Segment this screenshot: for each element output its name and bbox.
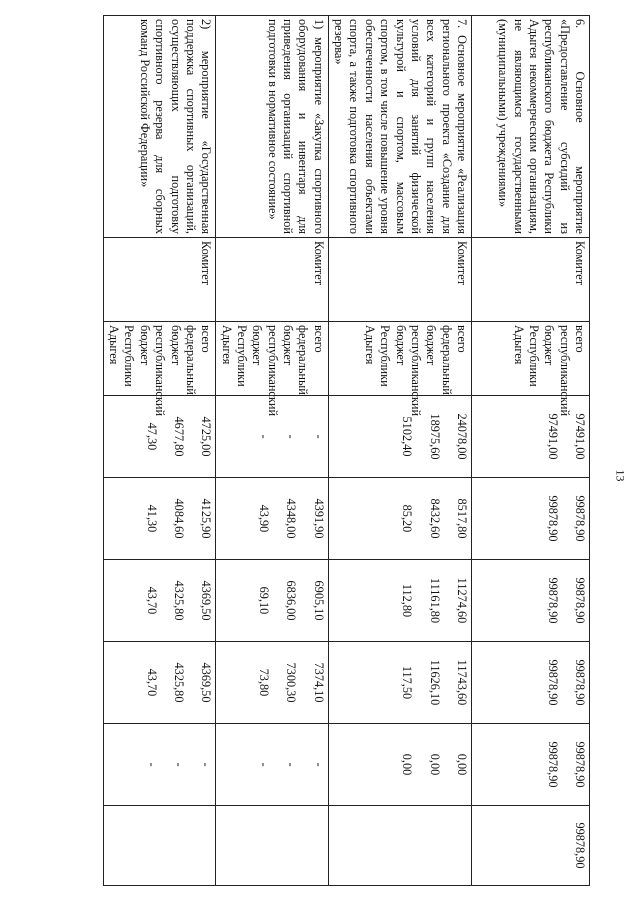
value: 8432,60 <box>427 498 442 539</box>
value: 99878,90 <box>545 495 560 542</box>
table-row <box>216 16 329 886</box>
value: 7374,10 <box>311 662 326 703</box>
value: 99878,90 <box>573 495 587 542</box>
value: - <box>257 762 272 767</box>
value-cell <box>216 724 329 806</box>
value-cell <box>103 478 216 560</box>
value-cell <box>472 396 590 478</box>
value: 18975,60 <box>427 413 442 460</box>
source-label: всего <box>455 325 469 353</box>
value-cell <box>328 478 471 560</box>
budget-table <box>103 15 590 886</box>
value: 41,30 <box>144 504 159 533</box>
value: 4125,90 <box>199 498 214 539</box>
table-row <box>472 16 590 886</box>
table-row <box>103 16 216 886</box>
value: 4348,00 <box>284 498 299 539</box>
source-cell <box>216 322 329 417</box>
value: 99878,90 <box>545 577 560 624</box>
value-cell <box>472 806 590 886</box>
value-cell <box>328 642 471 724</box>
value: 112,80 <box>400 583 415 618</box>
source-label: федеральный бюджет <box>424 325 454 395</box>
value: - <box>311 434 326 439</box>
value: 0,00 <box>455 753 469 776</box>
value: 0,00 <box>427 753 442 776</box>
value-cell <box>328 396 471 478</box>
value: 24078,00 <box>455 413 469 460</box>
value: 4391,90 <box>311 498 326 539</box>
value: 117,50 <box>400 665 415 700</box>
value: 11626,10 <box>427 659 442 706</box>
value-cell <box>216 560 329 642</box>
executor-cell: Комитет <box>472 238 590 322</box>
value-cell <box>216 478 329 560</box>
table-row <box>328 16 471 886</box>
value: 4084,60 <box>171 498 186 539</box>
measure-name-cell: 2) мероприятие «Государственная поддержка спортивных организаций, осуществляющих подготовку спортивного резерва для сборных команд Российской Федерации» <box>103 16 216 238</box>
value: - <box>171 762 186 767</box>
rotated-table-page <box>30 15 590 885</box>
value: 99878,90 <box>573 822 587 869</box>
source-label: республиканский бюджет Республики Адыгея <box>511 325 572 417</box>
value: 11274,60 <box>455 577 469 624</box>
value: 4325,80 <box>171 580 186 621</box>
source-cell <box>103 322 216 417</box>
value: 99878,90 <box>573 741 587 788</box>
value: 0,00 <box>400 753 415 776</box>
value-cell <box>328 724 471 806</box>
value: 69,10 <box>257 586 272 615</box>
value: 4369,50 <box>199 580 214 621</box>
executor-cell: Комитет <box>103 238 216 322</box>
measure-name-cell: 6. Основное мероприятие «Предоставление субсидий из республиканского бюджета Республики Адыгея некоммерческим организациям, не являющимся государственными (муниципальными) учреждениями» <box>472 16 590 238</box>
source-label: федеральный бюджет <box>281 325 311 395</box>
value-cell <box>472 642 590 724</box>
value-cell <box>328 806 471 886</box>
measure-name-cell: 1) мероприятие «Закупка спортивного оборудования и инвентаря для приведения организаций спортивной подготовки в нормативное состояние» <box>216 16 329 238</box>
value-cell <box>472 724 590 806</box>
value: 43,70 <box>144 668 159 697</box>
value: - <box>284 762 299 767</box>
value: 85,20 <box>400 504 415 533</box>
value: 4677,80 <box>171 416 186 457</box>
executor-cell: Комитет <box>328 238 471 322</box>
value: - <box>311 762 326 767</box>
value: 6836,00 <box>284 580 299 621</box>
value: - <box>257 434 272 439</box>
value-cell <box>216 806 329 886</box>
value-cell <box>472 478 590 560</box>
value: 5102,40 <box>400 416 415 457</box>
measure-name-cell: 7. Основное мероприятие «Реализация регионального проекта «Создание для всех категорий и групп населения условий для занятий физической культурой и спортом, массовым спортом, в том числе повышение уровня обеспеченности населения объектами спорта, а также подготовка спортивного резерва» <box>328 16 471 238</box>
source-label: республиканский бюджет Республики Адыгея <box>219 325 280 417</box>
value: 43,90 <box>257 504 272 533</box>
value: 73,80 <box>257 668 272 697</box>
value-cell <box>103 806 216 886</box>
source-label: республиканский бюджет Республики Адыгея <box>362 325 423 417</box>
value-cell <box>216 642 329 724</box>
value: 47,30 <box>144 422 159 451</box>
source-cell <box>472 322 590 417</box>
value: 4369,50 <box>199 662 214 703</box>
value: 6905,10 <box>311 580 326 621</box>
value: 43,70 <box>144 586 159 615</box>
executor-cell: Комитет <box>216 238 329 322</box>
value-cell <box>472 560 590 642</box>
value-cell <box>103 724 216 806</box>
value: 11161,80 <box>427 577 442 624</box>
source-label: всего <box>199 325 214 353</box>
value: 97491,00 <box>573 413 587 460</box>
source-label: всего <box>311 325 326 353</box>
value: 99878,90 <box>573 659 587 706</box>
page-number: 13 <box>613 469 628 482</box>
source-label: федеральный бюджет <box>168 325 198 395</box>
value: 4725,00 <box>199 416 214 457</box>
value: 7300,30 <box>284 662 299 703</box>
value: 99878,90 <box>573 577 587 624</box>
source-label: республиканский бюджет Республики Адыгея <box>107 325 168 417</box>
value: 4325,80 <box>171 662 186 703</box>
value: 11743,60 <box>455 659 469 706</box>
value: 99878,90 <box>545 741 560 788</box>
value: 97491,00 <box>545 413 560 460</box>
source-cell <box>328 322 471 417</box>
value-cell <box>328 560 471 642</box>
value: 8517,80 <box>455 498 469 539</box>
value: - <box>144 762 159 767</box>
value: - <box>284 434 299 439</box>
source-label: всего <box>573 325 587 353</box>
value: - <box>199 762 214 767</box>
value-cell <box>103 642 216 724</box>
value-cell <box>103 560 216 642</box>
value: 99878,90 <box>545 659 560 706</box>
